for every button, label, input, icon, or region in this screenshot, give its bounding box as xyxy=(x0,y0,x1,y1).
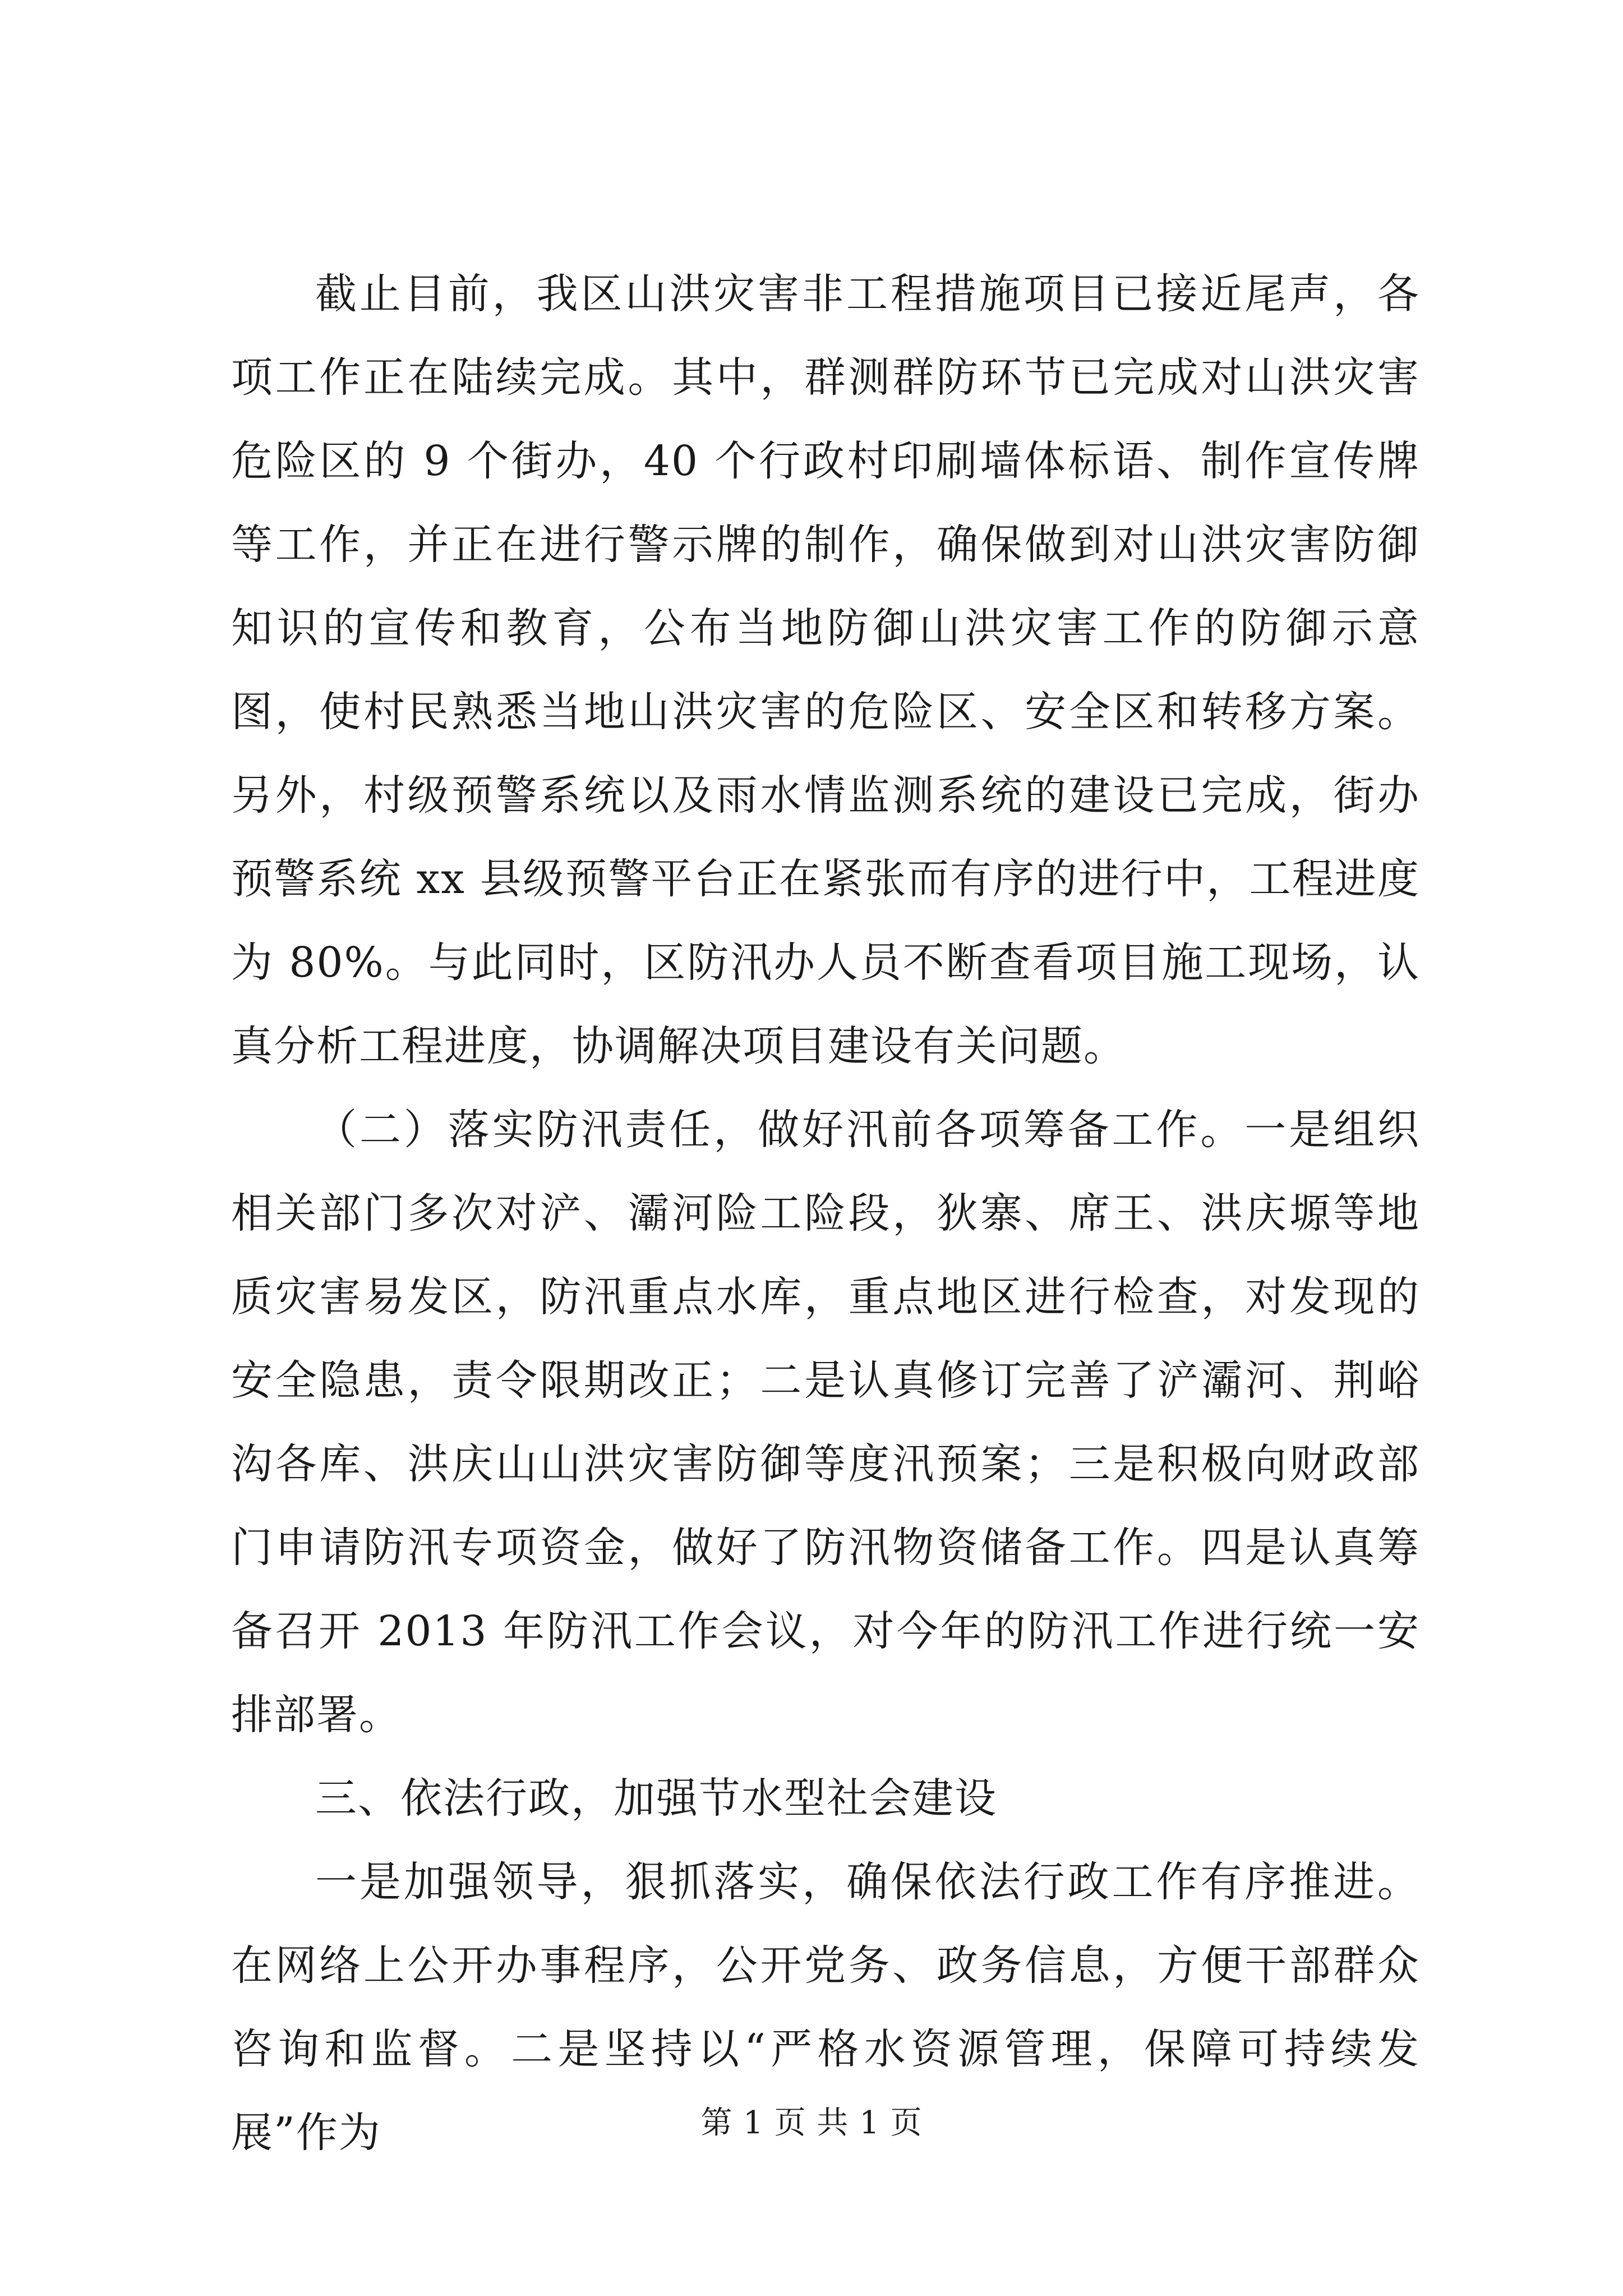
document-body xyxy=(231,252,1420,2175)
section-heading-law-administration: 三、依法行政，加强节水型社会建设 xyxy=(315,1774,997,1823)
paragraph-flood-progress: 截止目前，我区山洪灾害非工程措施项目已接近尾声，各项工作正在陆续完成。其中，群测群防环节已完成对山洪灾害危险区的 9 个街办，40 个行政村印刷墙体标语、制作宣传牌等工作，并正在进行警示牌的制作，确保做到对山洪灾害防御知识的宣传和教育，公布当地防御山洪灾害工作的防御示意图，使村民熟悉当地山洪灾害的危险区、安全区和转移方案。另外，村级预警系统以及雨水情监测系统的建设已完成，街办预警系统 xx 县级预警平台正在紧张而有序的进行中，工程进度为 80%。与此同时，区防汛办人员不断查看项目施工现场，认真分析工程进度，协调解决项目建设有关问题。 xyxy=(231,270,1420,1070)
page-number-footer: 第 1 页 共 1 页 xyxy=(700,2105,923,2141)
paragraph-flood-preparation: （二）落实防汛责任，做好汛前各项筹备工作。一是组织相关部门多次对浐、灞河险工险段，狄寨、席王、洪庆塬等地质灾害易发区，防汛重点水库，重点地区进行检查，对发现的安全隐患，责令限期改正；二是认真修订完善了浐灞河、荆峪沟各库、洪庆山山洪灾害防御等度汛预案；三是积极向财政部门申请防汛专项资金，做好了防汛物资储备工作。四是认真筹备召开 2013 年防汛工作会议，对今年的防汛工作进行统一安排部署。 xyxy=(231,1106,1420,1739)
paragraph-law-administration: 一是加强领导，狠抓落实，确保依法行政工作有序推进。在网络上公开办事程序，公开党务、政务信息，方便干部群众咨询和监督。二是坚持以“严格水资源管理，保障可持续发展”作为 xyxy=(231,1858,1420,2157)
